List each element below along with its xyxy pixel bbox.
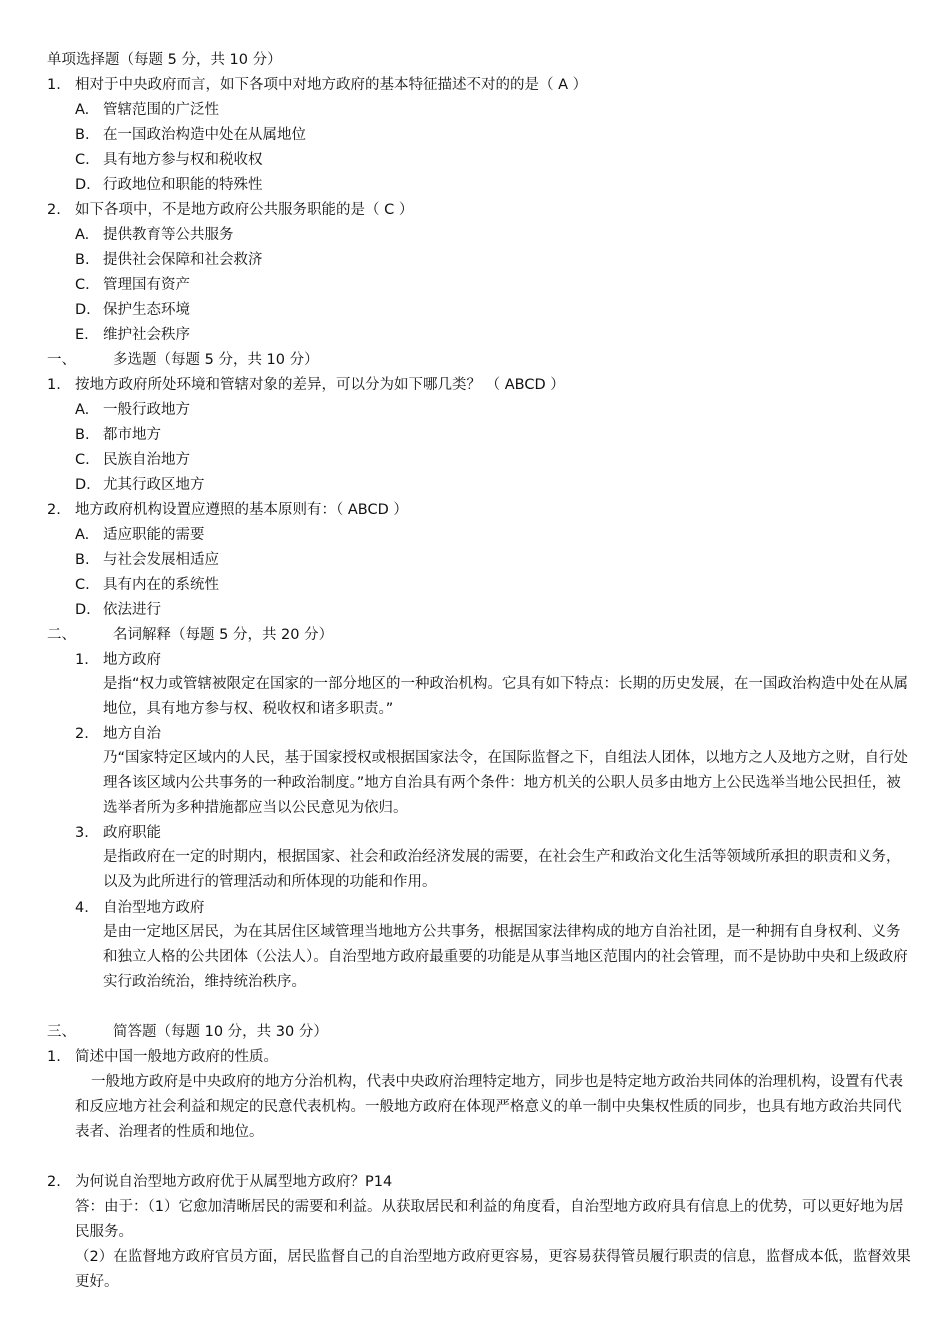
section-number: 二、	[47, 627, 76, 643]
term-title: 地方自治	[103, 726, 161, 742]
option-text: 尤其行政区地方	[103, 477, 205, 493]
question-text: 如下各项中，不是地方政府公共服务职能的是（ C ）	[75, 202, 414, 218]
term-title: 地方政府	[103, 652, 161, 668]
option-text: 维护社会秩序	[103, 327, 190, 343]
option-text: 一般行政地方	[103, 402, 190, 418]
option-letter: D.	[75, 177, 91, 193]
option-text: 与社会发展相适应	[103, 552, 219, 568]
option-letter: C.	[75, 277, 90, 293]
option-text: 管理国有资产	[103, 277, 190, 293]
option-letter: A.	[75, 102, 90, 118]
option-text: 具有内在的系统性	[103, 577, 219, 593]
question-text: 简述中国一般地方政府的性质。	[75, 1049, 278, 1065]
option-text: 行政地位和职能的特殊性	[103, 177, 263, 193]
section-heading-short-answer: 简答题（每题 10 分，共 30 分）	[113, 1024, 328, 1040]
question-text: 地方政府机构设置应遵照的基本原则有：（ ABCD ）	[75, 502, 408, 518]
question-number: 2.	[47, 1174, 61, 1190]
option-text: 依法进行	[103, 602, 161, 618]
option-letter: B.	[75, 552, 90, 568]
option-text: 提供教育等公共服务	[103, 227, 234, 243]
term-number: 3.	[75, 825, 89, 841]
term-definition: 是由一定地区居民，为在其居住区域管理当地地方公共事务，根据国家法律构成的地方自治社团，是一种拥有自身权利、义务和独立人格的公共团体（公法人）。自治型地方政府最重要的功能是从事当地区范围内的社会管理，而不是协助中央和上级政府实行政治统治，维持统治秩序。	[103, 924, 908, 990]
question-number: 1.	[47, 377, 61, 393]
option-letter: B.	[75, 252, 90, 268]
section-number: 一、	[47, 352, 76, 368]
term-definition: 是指“权力或管辖被限定在国家的一部分地区的一种政治机构。它具有如下特点：长期的历史发展，在一国政治构造中处在从属地位，具有地方参与权、税收权和诸多职责。”	[103, 676, 909, 717]
question-number: 1.	[47, 77, 61, 93]
section-heading-terms: 名词解释（每题 5 分，共 20 分）	[113, 627, 334, 643]
question-number: 2.	[47, 202, 61, 218]
section-number: 三、	[47, 1024, 76, 1040]
question-number: 1.	[47, 1049, 61, 1065]
question-text: 相对于中央政府而言，如下各项中对地方政府的基本特征描述不对的的是（ A ）	[75, 77, 588, 93]
option-letter: A.	[75, 227, 90, 243]
option-letter: E.	[75, 327, 89, 343]
option-letter: C.	[75, 452, 90, 468]
question-text: 为何说自治型地方政府优于从属型地方政府？P14	[75, 1174, 393, 1190]
option-letter: D.	[75, 602, 91, 618]
option-text: 适应职能的需要	[103, 527, 205, 543]
term-title: 自治型地方政府	[103, 900, 205, 916]
answer-paragraph: 答：由于：（1）它愈加清晰居民的需要和利益。从获取居民和利益的角度看，自治型地方政府具有信息上的优势，可以更好地为居民服务。	[75, 1199, 904, 1240]
option-letter: C.	[75, 577, 90, 593]
option-letter: C.	[75, 152, 90, 168]
term-definition: 乃“国家特定区域内的人民，基于国家授权或根据国家法令，在国际监督之下，自组法人团体，以地方之人及地方之财，自行处理各该区域内公共事务的一种政治制度。”地方自治具有两个条件：地方机关的公职人员多由地方上公民选举当地公民担任，被选举者所为多种措施都应当以公民意见为依归。	[103, 750, 909, 816]
option-text: 具有地方参与权和税收权	[103, 152, 263, 168]
term-definition: 是指政府在一定的时期内，根据国家、社会和政治经济发展的需要，在社会生产和政治文化生活等领域所承担的职责和义务，以及为此所进行的管理活动和所体现的功能和作用。	[103, 849, 901, 890]
option-letter: A.	[75, 402, 90, 418]
term-number: 2.	[75, 726, 89, 742]
section-heading-multiple-choice: 多选题（每题 5 分，共 10 分）	[113, 352, 319, 368]
option-text: 提供社会保障和社会救济	[103, 252, 263, 268]
term-title: 政府职能	[103, 825, 161, 841]
option-text: 民族自治地方	[103, 452, 190, 468]
question-text: 按地方政府所处环境和管辖对象的差异，可以分为如下哪几类？ （ ABCD ）	[75, 377, 565, 393]
option-letter: D.	[75, 302, 91, 318]
option-letter: D.	[75, 477, 91, 493]
option-text: 管辖范围的广泛性	[103, 102, 219, 118]
term-number: 4.	[75, 900, 89, 916]
option-letter: B.	[75, 127, 90, 143]
question-number: 2.	[47, 502, 61, 518]
option-letter: B.	[75, 427, 90, 443]
section-heading-single-choice: 单项选择题（每题 5 分，共 10 分）	[47, 52, 282, 68]
option-text: 保护生态环境	[103, 302, 190, 318]
option-text: 在一国政治构造中处在从属地位	[103, 127, 306, 143]
answer-paragraph: （2）在监督地方政府官员方面，居民监督自己的自治型地方政府更容易，更容易获得管员履行职责的信息，监督成本低，监督效果更好。	[75, 1249, 911, 1290]
option-letter: A.	[75, 527, 90, 543]
term-number: 1.	[75, 652, 89, 668]
answer-paragraph: 一般地方政府是中央政府的地方分治机构，代表中央政府治理特定地方，同步也是特定地方政治共同体的治理机构，设置有代表和反应地方社会利益和规定的民意代表机构。一般地方政府在体现严格意义的单一制中央集权性质的同步，也具有地方政治共同代表者、治理者的性质和地位。	[75, 1074, 903, 1140]
option-text: 都市地方	[103, 427, 161, 443]
